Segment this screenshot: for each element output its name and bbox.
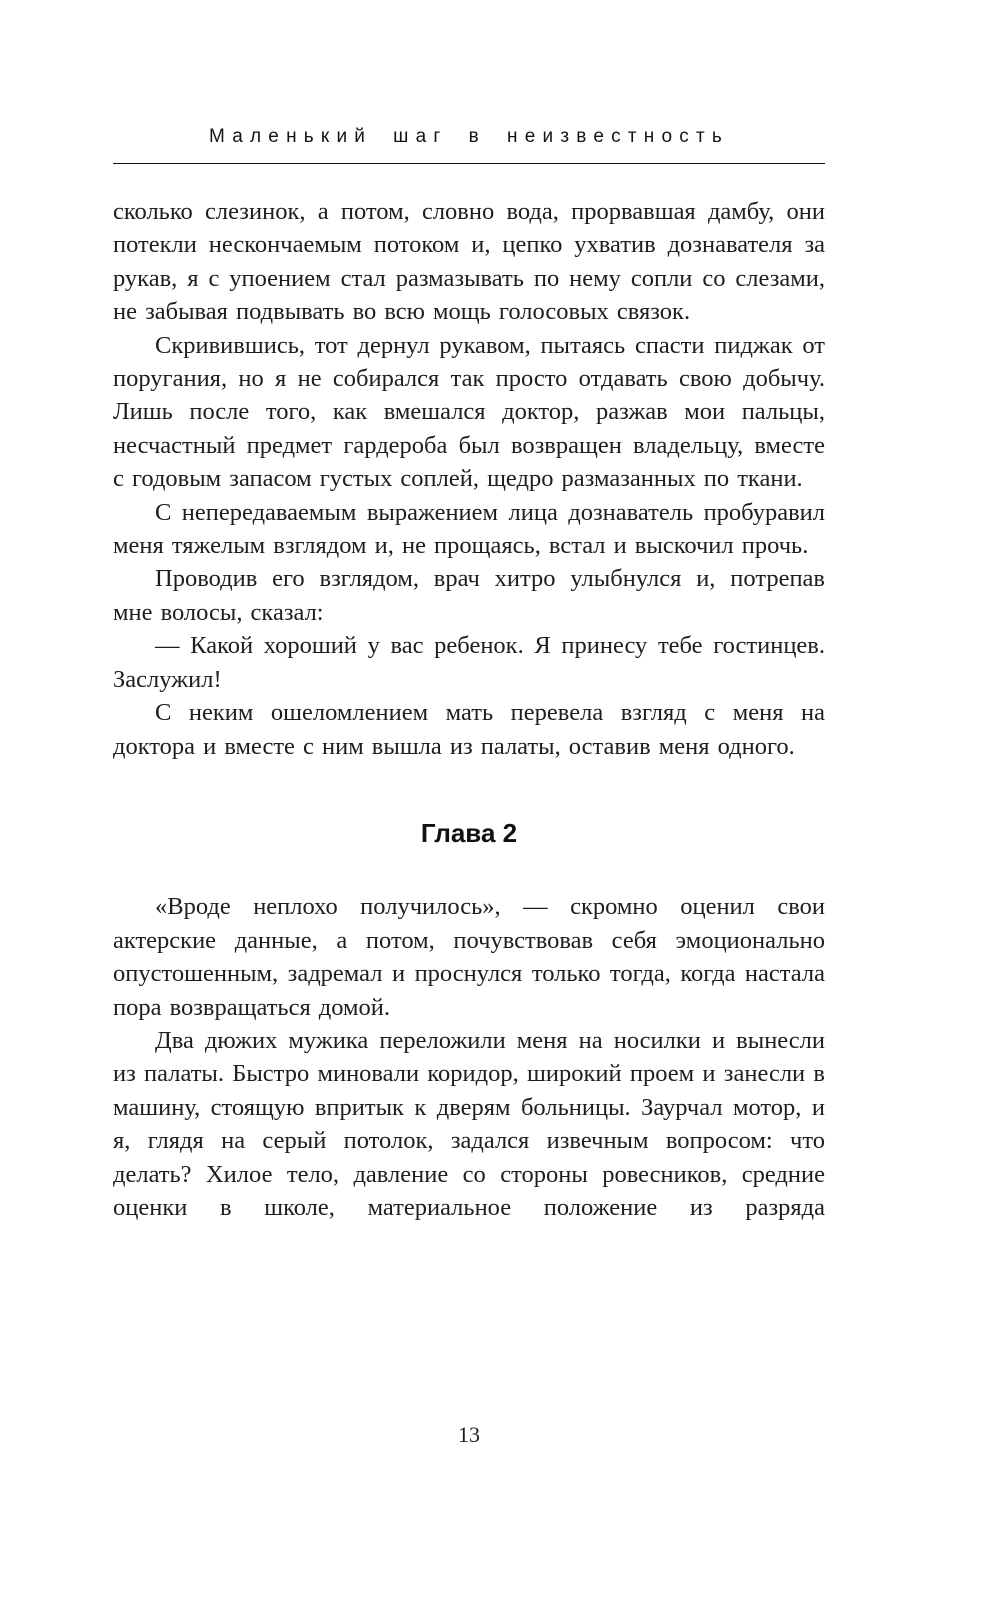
- body-paragraph: С неким ошеломлением мать перевела взгляд с меня на доктора и вместе с ним вышла из палаты, оставив меня одного.: [113, 699, 825, 760]
- chapter-heading: Глава 2: [420, 817, 518, 848]
- body-paragraph: Два дюжих мужика переложили меня на носилки и вынесли из палаты. Быстро миновали коридор, широкий проем и занесли в машину, стоящую впритык к дверям больницы. Заурчал мотор, и я, глядя на серый потолок, задался извечным вопросом: что делать? Хилое тело, давление со стороны ровесников, средние оценки в школе, материальное положение из разряда: [113, 1026, 825, 1221]
- body-paragraph: «Вроде неплохо получилось», — скромно оценил свои актерские данные, а потом, почувствовав себя эмоционально опустошенным, задремал и проснулся только тогда, когда настала пора возвращаться домой.: [113, 893, 825, 1021]
- body-paragraph: Проводив его взглядом, врач хитро улыбнулся и, потрепав мне волосы, сказал:: [113, 565, 825, 626]
- header-rule: [113, 163, 825, 164]
- running-header-title: Маленький шаг в неизвестность: [208, 126, 730, 147]
- page-number: 13: [458, 1422, 480, 1447]
- body-paragraph: С непередаваемым выражением лица дознаватель пробуравил меня тяжелым взглядом и, не прощаясь, встал и выскочил прочь.: [113, 498, 825, 560]
- body-paragraph: Скривившись, тот дернул рукавом, пытаясь спасти пиджак от поругания, но я не собирался так просто отдавать свою добычу. Лишь после того, как вмешался доктор, разжав мои пальцы, несчастный предмет гардероба был возвращен владельцу, вместе с годовым запасом густых соплей, щедро размазанных по ткани.: [113, 331, 825, 493]
- book-page: [113, 0, 825, 1224]
- body-paragraph-dialogue: — Какой хороший у вас ребенок. Я принесу тебе гостинцев. Заслужил!: [113, 632, 825, 693]
- body-paragraph: сколько слезинок, а потом, словно вода, прорвавшая дамбу, они потекли нескончаемым потоком и, цепко ухватив дознавателя за рукав, я с упоением стал размазывать по нему сопли со слезами, не забывая подвывать во всю мощь голосовых связок.: [113, 198, 825, 326]
- page-body: [113, 195, 825, 1224]
